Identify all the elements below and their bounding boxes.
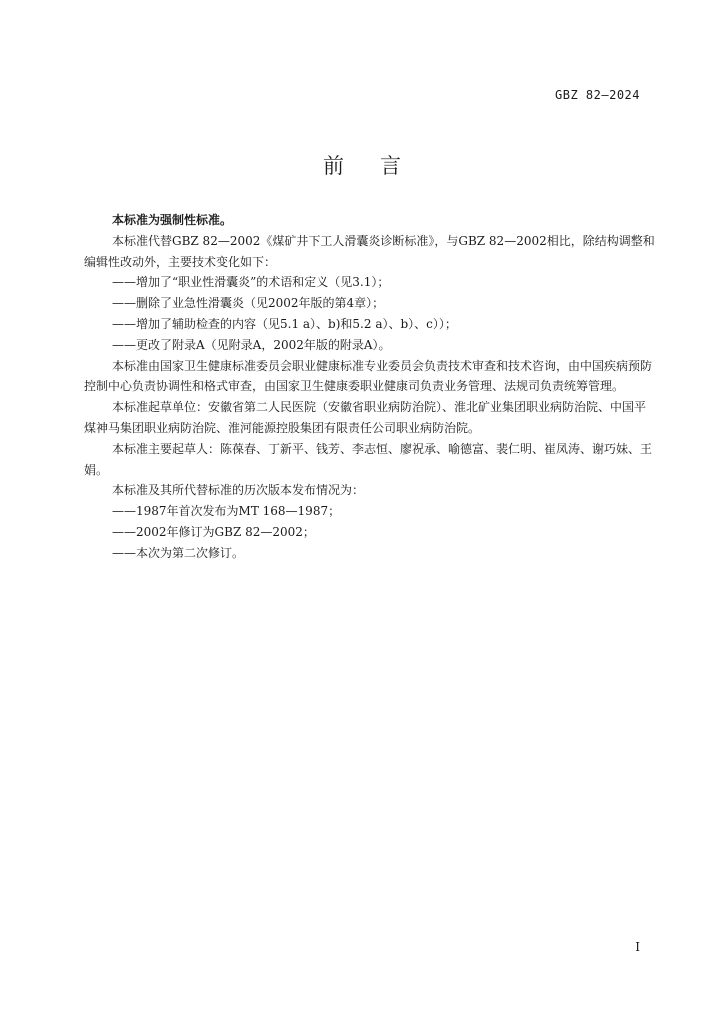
drafters-paragraph: 本标准主要起草人：陈葆春、丁新平、钱芳、李志恒、廖祝承、喻德富、裴仁明、崔凤涛、谢巧妹、王娟。 [84,441,653,477]
proposer-paragraph: 本标准由国家卫生健康标准委员会职业健康标准专业委员会负责技术审查和技术咨询，由中国疾病预防控制中心负责协调性和格式审查，由国家卫生健康委职业健康司负责业务管理、法规司负责统筹管理。 [84,358,653,394]
document-code: GBZ 82—2024 [555,88,640,102]
history-item: ——1987年首次发布为MT 168—1987； [112,504,341,519]
page-title: 前言 [323,154,437,178]
drafting-units-paragraph: 本标准起草单位：安徽省第二人民医院（安徽省职业病防治院）、淮北矿业集团职业病防治院、中国平煤神马集团职业病防治院、淮河能源控股集团有限责任公司职业病防治院。 [84,400,647,435]
change-item: ——删除了业急性滑囊炎（见2002年版的第4章）； [112,296,385,311]
history-intro: 本标准及其所代替标准的历次版本发布情况为： [112,483,365,498]
change-item: ——增加了“职业性滑囊炎”的术语和定义（见3.1）； [112,275,390,290]
page-number: I [635,940,640,954]
replaces-paragraph: 本标准代替GBZ 82—2002《煤矿井下工人滑囊炎诊断标准》，与GBZ 82—2002相比，除结构调整和编辑性改动外，主要技术变化如下： [84,233,655,269]
change-item: ——增加了辅助检查的内容（见5.1 a）、b)和5.2 a）、b）、c））； [112,316,457,331]
history-item: ——本次为第二次修订。 [112,545,245,560]
foreword-body [84,210,656,564]
history-item: ——2002年修订为GBZ 82—2002； [112,524,315,539]
change-item: ——更改了附录A（见附录A，2002年版的附录A）。 [112,337,391,352]
mandatory-statement: 本标准为强制性标准。 [112,213,233,227]
